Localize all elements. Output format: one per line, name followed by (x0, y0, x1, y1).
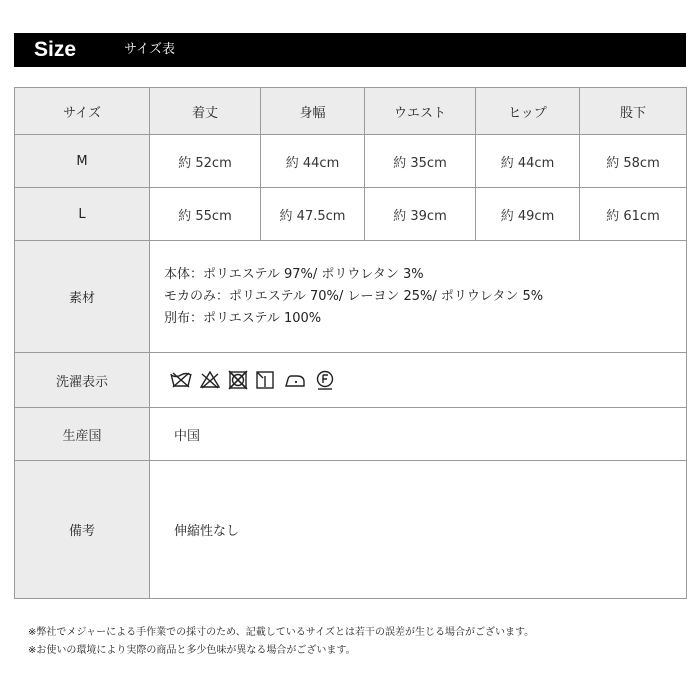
table-cell: 約 44cm (261, 135, 365, 188)
note-row (15, 461, 687, 599)
column-header: 身幅 (261, 88, 365, 135)
column-header: サイズ (15, 88, 150, 135)
material-row (15, 241, 687, 353)
table-row (15, 135, 687, 188)
iron-low-icon (283, 370, 307, 390)
origin-label: 生産国 (15, 408, 150, 461)
footnote: ※弊社でメジャーによる手作業での採寸のため、記載しているサイズとは若干の誤差が生じる場合がございます。 (28, 627, 535, 638)
origin-value: 中国 (150, 408, 687, 461)
line-dry-shade-icon (255, 370, 275, 390)
material-value (150, 241, 687, 353)
table-row (15, 188, 687, 241)
wash-icons (150, 353, 687, 408)
table-cell: 約 47.5cm (261, 188, 365, 241)
size-banner (14, 33, 686, 67)
no-wash-icon (170, 370, 192, 390)
no-tumble-dry-icon (228, 370, 248, 390)
material-line: 別布：ポリエステル 100% (164, 310, 322, 326)
origin-row (15, 408, 687, 461)
size-label: M (15, 135, 150, 188)
table-cell: 約 52cm (150, 135, 261, 188)
table-cell: 約 44cm (476, 135, 580, 188)
banner-title: Size (34, 38, 77, 61)
column-header: ウエスト (365, 88, 476, 135)
table-cell: 約 49cm (476, 188, 580, 241)
table-cell: 約 58cm (580, 135, 687, 188)
size-table (14, 87, 687, 599)
size-label: L (15, 188, 150, 241)
column-header: 股下 (580, 88, 687, 135)
material-line: モカのみ：ポリエステル 70%/ レーヨン 25%/ ポリウレタン 5% (164, 288, 544, 304)
material-line: 本体：ポリエステル 97%/ ポリウレタン 3% (164, 266, 424, 282)
note-value: 伸縮性なし (150, 461, 687, 599)
table-cell: 約 35cm (365, 135, 476, 188)
table-cell: 約 61cm (580, 188, 687, 241)
wash-label: 洗濯表示 (15, 353, 150, 408)
dry-clean-f-icon (314, 369, 336, 391)
column-header: ヒップ (476, 88, 580, 135)
banner-subtitle: サイズ表 (124, 42, 175, 57)
no-bleach-icon (199, 370, 221, 390)
wash-row (15, 353, 687, 408)
note-label: 備考 (15, 461, 150, 599)
table-cell: 約 55cm (150, 188, 261, 241)
footnote: ※お使いの環境により実際の商品と多少色味が異なる場合がございます。 (28, 645, 356, 656)
table-header-row (15, 88, 687, 135)
material-label: 素材 (15, 241, 150, 353)
table-cell: 約 39cm (365, 188, 476, 241)
column-header: 着丈 (150, 88, 261, 135)
